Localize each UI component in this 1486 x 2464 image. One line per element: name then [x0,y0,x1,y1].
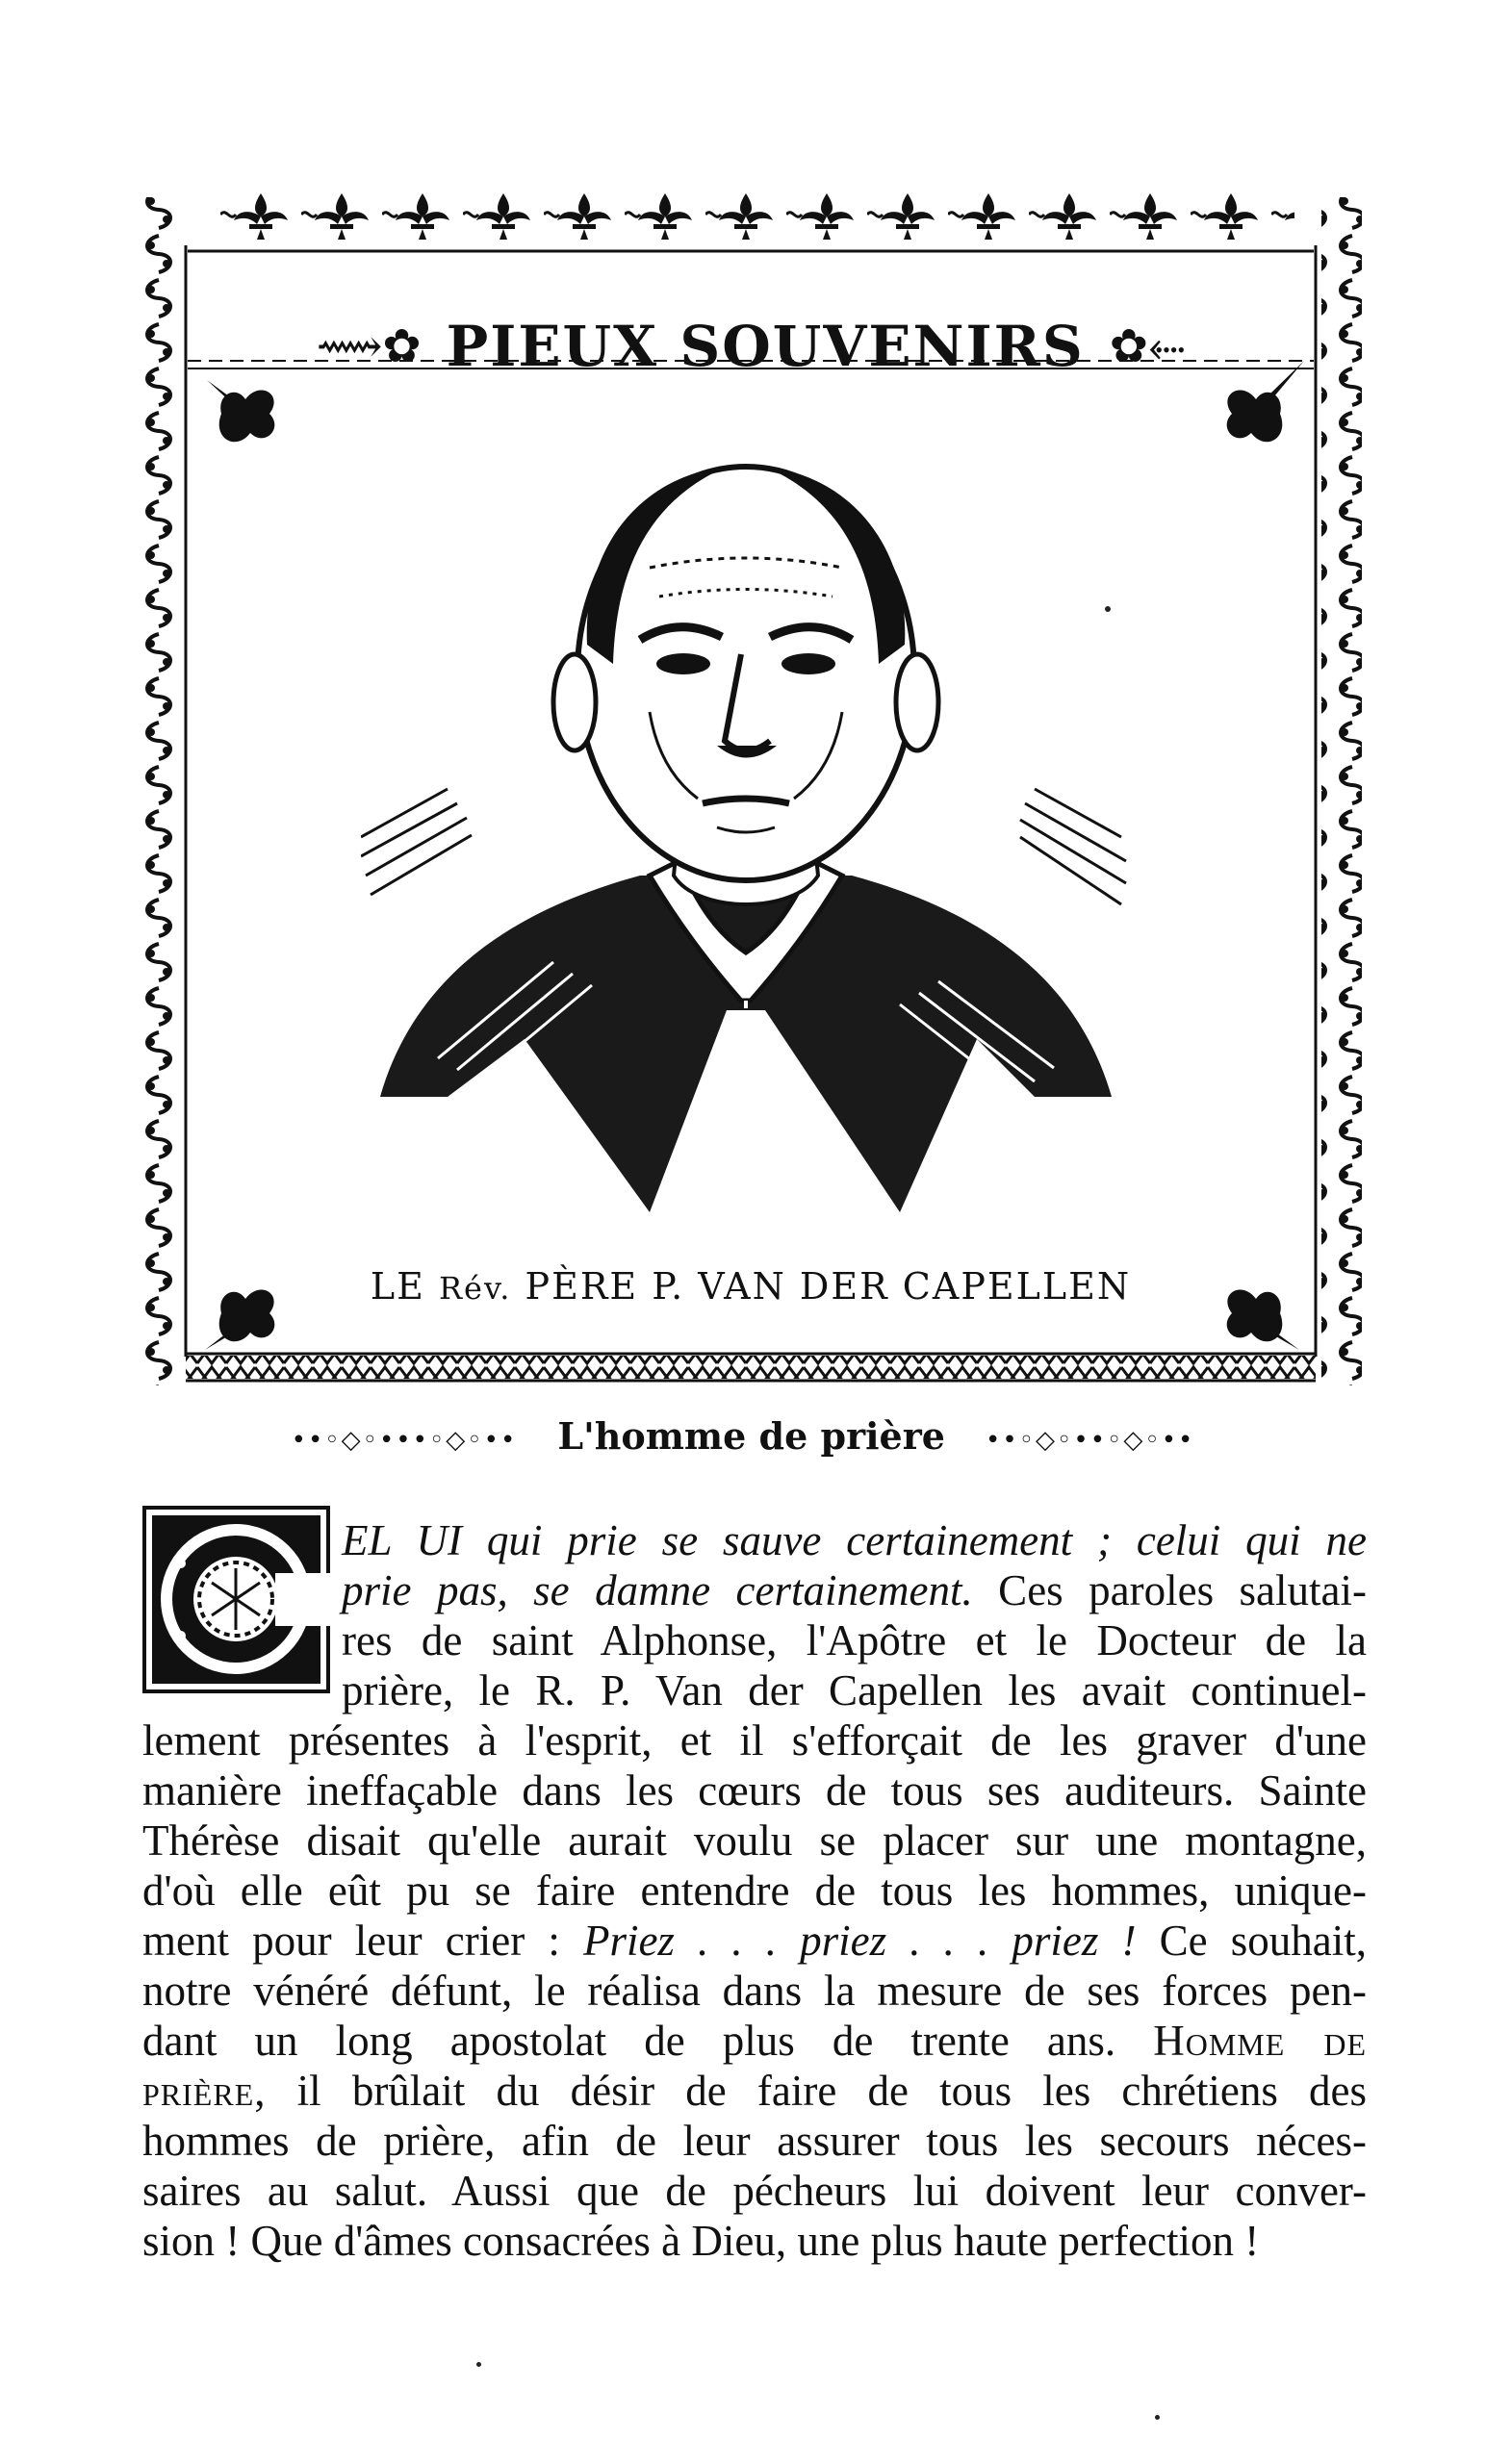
portrait-engraving [361,423,1131,1232]
body-line-12-smallcaps: prière, [142,2067,267,2115]
print-speck [1155,2415,1160,2420]
caption-le: LE [370,1265,439,1308]
subtitle-row [0,1414,1486,1458]
card-title: PIEUX SOUVENIRS [446,314,1085,379]
print-speck [1105,606,1111,612]
body-line-2-italic: prie pas, se damne certainement. [342,1566,973,1614]
body-line-8: d'où elle eût pu se faire entendre de tous les hommes, unique- [142,1867,1367,1915]
body-line-2 [342,1565,1367,1615]
right-ornament-icon: ••◦◇◦••◦◇◦•• [986,1425,1195,1455]
portrait-card [140,188,1362,1395]
body-line-9-b: Ce souhait, [1136,1917,1367,1965]
subtitle: L'homme de prière [557,1414,945,1458]
body-line-9 [142,1916,1367,1966]
left-ornament-icon: ••◦◇◦•••◦◇◦•• [291,1425,518,1455]
body-line-14: saires au salut. Aussi que de pécheurs lui doivent leur conver- [142,2167,1367,2215]
caption-name: PÈRE P. VAN DER CAPELLEN [511,1265,1132,1308]
left-flourish-icon: ⟿✿ [316,319,422,373]
body-line-11 [142,2016,1367,2066]
body-line-11-smallcaps: Homme de [1153,2017,1368,2065]
drop-cap-c-icon [142,1506,330,1693]
body-line-12-b: il brûlait du désir de faire de tous les chrétiens des [266,2067,1367,2115]
body-line-1-italic-b: celui qui ne [1136,1516,1367,1564]
body-line-1 [342,1515,1367,1565]
caption-rev: Rév. [438,1270,512,1307]
body-line-9-italic: Priez . . . priez . . . priez ! [582,1917,1137,1965]
right-flourish-icon: ✿⬸ [1109,318,1186,373]
body-line-2-rest: Ces paroles salutai- [972,1566,1367,1614]
body-line-3: res de saint Alphonse, l'Apôtre et le Docteur de la [342,1616,1367,1664]
body-line-10: notre vénéré défunt, le réalisa dans la mesure de ses forces pen- [142,1967,1367,2015]
body-line-11-a: dant un long apostolat de plus de trente ans. [142,2017,1154,2065]
title-band [140,289,1362,404]
body-line-7: Thérèse disait qu'elle aurait voulu se placer sur une montagne, [142,1816,1367,1865]
body-line-9-a: ment pour leur crier : [142,1917,583,1965]
body-line-4: prière, le R. P. Van der Capellen les avait continuel- [342,1666,1367,1715]
body-line-13: hommes de prière, afin de leur assurer tous les secours néces- [142,2117,1367,2165]
body-line-5: lement présentes à l'esprit, et il s'efforçait de les graver d'une [142,1716,1367,1765]
body-line-12 [142,2066,1367,2116]
body-line-6: manière ineffaçable dans les cœurs de tous ses auditeurs. Sainte [142,1766,1367,1815]
body-line-1-italic-a: EL UI qui prie se sauve certainement ; [342,1516,1112,1564]
body-line-15: sion ! Que d'âmes consacrées à Dieu, une plus haute perfection ! [142,2217,1260,2265]
portrait-caption [140,1265,1362,1308]
print-speck [476,2362,481,2367]
